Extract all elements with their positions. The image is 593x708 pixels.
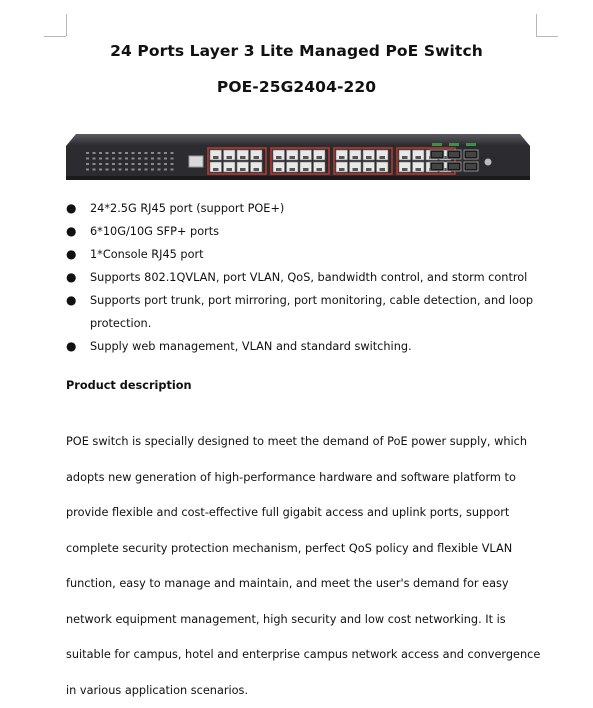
rj45-port-slot: [254, 156, 260, 159]
led-dot: [125, 163, 128, 165]
document-title: 24 Ports Layer 3 Lite Managed PoE Switch: [110, 42, 483, 60]
sfp-led: [466, 143, 476, 146]
bullet-icon: ●: [66, 270, 77, 284]
rj45-port-slot: [366, 168, 372, 171]
led-dot: [119, 169, 122, 171]
led-dot: [164, 169, 167, 171]
led-dot: [99, 163, 102, 165]
led-dot: [99, 158, 102, 160]
led-dot: [138, 152, 141, 154]
bullet-icon: ●: [66, 293, 77, 307]
console-port: [189, 156, 203, 167]
led-dot: [112, 158, 115, 160]
feature-item: [66, 220, 536, 243]
led-dot: [145, 158, 148, 160]
led-dot: [151, 158, 154, 160]
feature-text: Supports 802.1QVLAN, port VLAN, QoS, bandwidth control, and storm control: [90, 271, 528, 284]
led-dot: [164, 152, 167, 154]
rj45-port-slot: [240, 168, 246, 171]
sfp-port-slot: [449, 164, 459, 169]
rj45-port-slot: [416, 156, 422, 159]
rj45-port-slot: [402, 156, 408, 159]
led-dot: [93, 163, 96, 165]
crop-mark-top-right-horizontal: [536, 36, 558, 37]
led-dot: [138, 158, 141, 160]
led-dot: [151, 169, 154, 171]
led-dot: [171, 158, 174, 160]
led-dot: [164, 158, 167, 160]
led-dot: [138, 163, 141, 165]
rj45-port-slot: [416, 168, 422, 171]
crop-mark-top-left-vertical: [66, 14, 67, 36]
sfp-led: [432, 143, 442, 146]
rj45-port-slot: [380, 168, 386, 171]
led-dot: [93, 152, 96, 154]
sfp-led: [449, 143, 459, 146]
led-dot: [93, 169, 96, 171]
sfp-port-slot: [466, 164, 476, 169]
rj45-port-slot: [402, 168, 408, 171]
led-dot: [125, 152, 128, 154]
led-dot: [86, 152, 89, 154]
rj45-port-slot: [276, 156, 282, 159]
feature-item: [66, 197, 536, 220]
rj45-port-slot: [276, 168, 282, 171]
rj45-port-slot: [366, 156, 372, 159]
sfp-port-slot: [449, 152, 459, 157]
led-dot: [112, 152, 115, 154]
rj45-port-slot: [290, 168, 296, 171]
led-dot: [119, 163, 122, 165]
feature-item: [66, 335, 536, 358]
rj45-port-slot: [380, 156, 386, 159]
led-dot: [151, 152, 154, 154]
feature-text: 24*2.5G RJ45 port (support POE+): [90, 202, 285, 215]
crop-mark-top-right-vertical: [536, 14, 537, 36]
led-dot: [112, 169, 115, 171]
feature-text: 1*Console RJ45 port: [90, 248, 204, 261]
led-dot: [86, 158, 89, 160]
led-dot: [112, 163, 115, 165]
led-dot: [106, 158, 109, 160]
led-dot: [158, 169, 161, 171]
section-heading: Product description: [66, 379, 192, 392]
rj45-port-slot: [213, 156, 219, 159]
led-dot: [86, 169, 89, 171]
rj45-port-slot: [303, 168, 309, 171]
led-dot: [138, 169, 141, 171]
led-dot: [145, 163, 148, 165]
bullet-icon: ●: [66, 201, 77, 215]
led-dot: [158, 152, 161, 154]
rj45-port-slot: [240, 156, 246, 159]
rj45-port-slot: [339, 168, 345, 171]
sfp-port-slot: [432, 152, 442, 157]
rj45-port-slot: [227, 168, 233, 171]
led-dot: [171, 152, 174, 154]
led-dot: [145, 152, 148, 154]
led-dot: [132, 163, 135, 165]
led-dot: [93, 158, 96, 160]
led-dot: [106, 163, 109, 165]
led-dot: [158, 158, 161, 160]
led-dot: [125, 158, 128, 160]
chassis-top: [66, 134, 530, 146]
rj45-port-slot: [339, 156, 345, 159]
led-dot: [132, 158, 135, 160]
model-number: POE-25G2404-220: [216, 78, 377, 96]
led-dot: [171, 163, 174, 165]
led-dot: [132, 152, 135, 154]
rj45-port-slot: [213, 168, 219, 171]
led-dot: [106, 169, 109, 171]
led-dot: [119, 152, 122, 154]
product-image-switch: [66, 126, 530, 184]
led-dot: [145, 169, 148, 171]
feature-item: [66, 266, 536, 289]
feature-text: 6*10G/10G SFP+ ports: [90, 225, 220, 238]
led-dot: [125, 169, 128, 171]
led-dot: [99, 152, 102, 154]
rj45-port-slot: [227, 156, 233, 159]
rj45-port-slot: [353, 168, 359, 171]
led-dot: [158, 163, 161, 165]
led-dot: [99, 169, 102, 171]
feature-text: Supply web management, VLAN and standard switching.: [90, 340, 412, 353]
led-dot: [86, 163, 89, 165]
rj45-port-slot: [353, 156, 359, 159]
feature-item: [66, 289, 536, 335]
led-dot: [119, 158, 122, 160]
sfp-port-slot: [432, 164, 442, 169]
product-description-paragraph: POE switch is specially designed to meet the demand of PoE power supply, which adopts new generation of high-performance hardware and software platform to provide flexible and cost-effective full gigabit access and uplink ports, support complete security protection mechanism, perfect QoS policy and flexible VLAN function, easy to manage and maintain, and meet the user's demand for easy network equipment management, high security and low cost networking. It is suitable for campus, hotel and enterprise campus network access and convergence in various application scenarios.: [66, 435, 541, 697]
feature-item: [66, 243, 536, 266]
rj45-port-slot: [317, 156, 323, 159]
feature-list: [66, 197, 536, 358]
bullet-icon: ●: [66, 224, 77, 238]
led-dot: [171, 169, 174, 171]
led-dot: [151, 163, 154, 165]
rj45-port-slot: [254, 168, 260, 171]
bullet-icon: ●: [66, 247, 77, 261]
led-dot: [132, 169, 135, 171]
led-dot: [164, 163, 167, 165]
feature-text: Supports port trunk, port mirroring, port monitoring, cable detection, and loop protection.: [90, 294, 534, 330]
crop-mark-top-left-horizontal: [44, 36, 66, 37]
reset-button-icon: [485, 159, 492, 166]
switch-front-panel: [66, 126, 530, 184]
rj45-port-slot: [303, 156, 309, 159]
sfp-port-slot: [466, 152, 476, 157]
rj45-port-slot: [317, 168, 323, 171]
chassis-bottom: [66, 176, 530, 180]
bullet-icon: ●: [66, 339, 77, 353]
led-dot: [106, 152, 109, 154]
rj45-port-slot: [290, 156, 296, 159]
